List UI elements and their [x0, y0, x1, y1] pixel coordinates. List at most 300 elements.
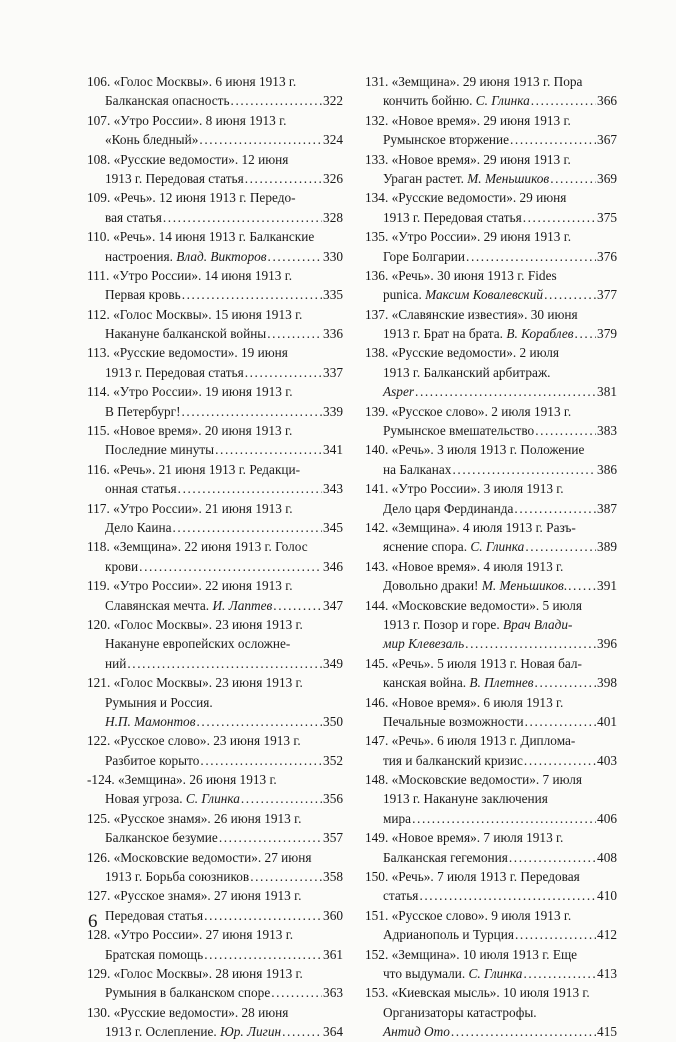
toc-line — [365, 518, 617, 537]
toc-line-text — [383, 886, 418, 905]
toc-page-number: 343 — [323, 481, 343, 497]
dot-leader — [525, 537, 596, 556]
toc-line-text — [365, 772, 582, 787]
entry-text: Балканская гегемония — [383, 849, 508, 865]
toc-entry — [365, 227, 617, 266]
dot-leader — [200, 751, 322, 770]
toc-line-text — [105, 654, 126, 673]
toc-line-text — [87, 423, 292, 438]
toc-line-text — [105, 945, 203, 964]
dot-leader — [245, 169, 322, 188]
toc-line-text — [105, 130, 198, 149]
toc-line — [87, 208, 343, 227]
dot-leader — [204, 945, 322, 964]
entry-text: 114. «Утро России». 19 июня 1913 г. — [87, 384, 293, 400]
dot-leader — [523, 964, 596, 983]
dot-leader — [531, 91, 596, 110]
toc-page-number: 369 — [597, 170, 617, 186]
toc-page-number: 326 — [323, 170, 343, 186]
entry-text: punica. — [383, 287, 426, 303]
entry-text: Накануне европейских осложне- — [105, 636, 291, 652]
entry-text: Довольно драки! — [383, 578, 482, 594]
toc-line — [365, 421, 617, 440]
toc-line-text — [105, 751, 199, 770]
toc-line-text — [87, 578, 293, 593]
dot-leader — [215, 440, 322, 459]
toc-line — [365, 440, 617, 459]
entry-text: 121. «Голос Москвы». 23 июня 1913 г. — [87, 675, 303, 691]
toc-entry — [87, 731, 343, 770]
toc-line — [87, 363, 343, 382]
toc-line-text — [105, 91, 230, 110]
toc-line-text — [105, 789, 240, 808]
toc-line — [365, 247, 617, 266]
toc-page-number: 360 — [323, 907, 343, 923]
entry-text: 150. «Речь». 7 июля 1913 г. Передовая — [365, 869, 580, 885]
toc-entry — [365, 479, 617, 518]
dot-leader — [550, 169, 596, 188]
toc-page-number: 346 — [323, 558, 343, 574]
dot-leader — [268, 247, 323, 266]
toc-line — [365, 673, 617, 692]
toc-line-text — [383, 809, 411, 828]
toc-entry — [365, 983, 617, 1041]
toc-line-text — [105, 712, 195, 731]
entry-text: 139. «Русское слово». 2 июля 1913 г. — [365, 403, 572, 419]
toc-line-text — [105, 695, 213, 710]
toc-page-number: 412 — [597, 927, 617, 943]
toc-line — [365, 906, 617, 925]
dot-leader — [199, 130, 322, 149]
entry-text: 106. «Голос Москвы». 6 июня 1913 г. — [87, 74, 297, 89]
entry-text: 144. «Московские ведомости». 5 июля — [365, 597, 583, 613]
toc-line — [365, 848, 617, 867]
toc-page-number: 324 — [323, 132, 343, 148]
toc-entry — [87, 964, 343, 1003]
dot-leader — [466, 247, 596, 266]
toc-entry — [365, 693, 617, 732]
toc-entry — [365, 266, 617, 305]
page-number: 6 — [88, 911, 98, 932]
toc-entry — [87, 925, 343, 964]
toc-page-number: 349 — [323, 655, 343, 671]
entry-author: Н.П. Мамонтов — [105, 713, 196, 729]
entry-text: Румынское вмешательство — [383, 423, 535, 439]
toc-line — [87, 382, 343, 401]
entry-text: онная статья — [105, 481, 177, 497]
entry-text: 136. «Речь». 30 июня 1913 г. Fides — [365, 267, 557, 283]
entry-text: 1913 г. Позор и горе. — [383, 616, 503, 632]
dot-leader — [452, 460, 596, 479]
toc-line — [365, 789, 617, 808]
entry-text: 120. «Голос Москвы». 23 июня 1913 г. — [87, 616, 303, 632]
toc-line — [365, 72, 617, 91]
dot-leader — [535, 421, 596, 440]
toc-line — [87, 402, 343, 421]
entry-text: Ураган растет. — [383, 170, 468, 186]
toc-page-number: 350 — [323, 713, 343, 729]
toc-line — [365, 402, 617, 421]
toc-page-number: 339 — [323, 403, 343, 419]
dot-leader — [412, 809, 596, 828]
toc-line-text — [87, 190, 296, 205]
toc-line-text — [383, 1005, 537, 1020]
toc-line — [87, 576, 343, 595]
toc-line-text — [365, 695, 563, 710]
toc-line-text — [365, 598, 582, 613]
toc-right-column — [365, 72, 617, 1042]
entry-text: 111. «Утро России». 14 июня 1913 г. — [87, 267, 293, 283]
toc-line — [365, 324, 617, 343]
dot-leader — [514, 499, 596, 518]
entry-text: 141. «Утро России». 3 июля 1913 г. — [365, 481, 564, 497]
toc-line-text — [365, 908, 571, 923]
entry-author: мир Клевезаль — [383, 636, 465, 652]
toc-entry — [87, 305, 343, 344]
toc-line — [365, 712, 617, 731]
toc-line — [365, 557, 617, 576]
entry-text: 112. «Голос Москвы». 15 июня 1913 г. — [87, 306, 303, 322]
toc-line-text — [365, 307, 578, 322]
toc-line-text — [105, 247, 267, 266]
toc-page-number: 347 — [323, 597, 343, 613]
toc-entry — [365, 343, 617, 401]
toc-line — [87, 150, 343, 169]
toc-entry — [87, 150, 343, 189]
toc-page-number: 336 — [323, 326, 343, 342]
toc-line — [87, 91, 343, 110]
toc-line — [87, 247, 343, 266]
toc-line — [87, 789, 343, 808]
dot-leader — [182, 402, 323, 421]
toc-page-number: 367 — [597, 132, 617, 148]
toc-line — [365, 867, 617, 886]
toc-line — [87, 809, 343, 828]
dot-leader — [510, 130, 596, 149]
entry-text: 1913 г. Брат на брата. — [383, 326, 507, 342]
toc-line — [365, 1003, 617, 1022]
toc-line — [365, 731, 617, 750]
toc-line — [365, 964, 617, 983]
toc-page-number: 376 — [597, 248, 617, 264]
entry-text: «Конь бледный» — [105, 132, 199, 148]
toc-line — [87, 460, 343, 479]
entry-text: настроения. — [105, 248, 177, 264]
toc-line-text — [365, 947, 577, 962]
toc-line — [87, 1003, 343, 1022]
toc-line-text — [87, 384, 293, 399]
toc-line — [365, 576, 617, 595]
toc-line-text — [87, 539, 308, 554]
toc-line-text — [383, 247, 465, 266]
toc-line — [365, 751, 617, 770]
entry-text: Румынское вторжение — [383, 132, 509, 148]
toc-entry — [365, 770, 617, 828]
toc-line-text — [87, 74, 296, 89]
entry-text: 129. «Голос Москвы». 28 июня 1913 г. — [87, 965, 303, 981]
entry-text: 140. «Речь». 3 июля 1913 г. Положение — [365, 442, 585, 458]
toc-line-text — [383, 712, 524, 731]
dot-leader — [282, 1022, 322, 1041]
toc-page-number: 387 — [597, 500, 617, 516]
toc-line-text — [365, 985, 590, 1000]
toc-line-text — [383, 634, 464, 653]
dot-leader — [163, 208, 322, 227]
entry-text: Балканское безумие — [105, 830, 218, 846]
toc-line-text — [87, 966, 303, 981]
entry-author: Влад. Викторов — [176, 248, 267, 264]
toc-page-number: 406 — [597, 810, 617, 826]
dot-leader — [219, 828, 322, 847]
entry-text: Славянская мечта. — [105, 597, 213, 613]
toc-entry — [87, 576, 343, 615]
toc-entry — [87, 343, 343, 382]
dot-leader — [231, 91, 323, 110]
entry-text: 145. «Речь». 5 июля 1913 г. Новая бал- — [365, 655, 582, 671]
entry-text: тия и балканский кризис — [383, 752, 523, 768]
toc-line — [87, 343, 343, 362]
toc-entry — [365, 654, 617, 693]
toc-line-text — [87, 307, 302, 322]
toc-line — [87, 188, 343, 207]
toc-line — [87, 130, 343, 149]
entry-author: С. Глинка — [468, 965, 523, 981]
entry-author: Юр. Лигин — [220, 1024, 282, 1040]
dot-leader — [544, 285, 596, 304]
toc-line-text — [87, 811, 301, 826]
entry-text: 135. «Утро России». 29 июня 1913 г. — [365, 229, 572, 245]
toc-line-text — [365, 656, 582, 671]
entry-text: 128. «Утро России». 27 июня 1913 г. — [87, 927, 294, 943]
entry-text: Горе Болгарии — [383, 248, 466, 264]
entry-text: 137. «Славянские известия». 30 июня — [365, 306, 578, 322]
entry-text: В Петербург! — [105, 403, 181, 419]
toc-line — [87, 305, 343, 324]
entry-text: Новая угроза. — [105, 791, 186, 807]
dot-leader — [196, 712, 322, 731]
entry-text: 110. «Речь». 14 июня 1913 г. Балканские — [87, 229, 315, 245]
toc-line-text — [383, 460, 451, 479]
toc-line-text — [105, 169, 244, 188]
dot-leader — [267, 324, 322, 343]
toc-entry — [87, 382, 343, 421]
toc-page-number: 375 — [597, 209, 617, 225]
toc-page-number: 361 — [323, 946, 343, 962]
entry-text: . — [563, 578, 568, 594]
entry-text: 107. «Утро России». 8 июня 1913 г. — [87, 112, 287, 128]
toc-line — [87, 925, 343, 944]
entry-text: яснение спора. — [383, 539, 471, 555]
toc-page-number: 345 — [323, 519, 343, 535]
toc-left-column — [87, 72, 343, 1042]
dot-leader — [509, 848, 596, 867]
toc-line — [87, 634, 343, 653]
toc-entry — [87, 499, 343, 538]
toc-line — [87, 964, 343, 983]
dot-leader — [515, 925, 596, 944]
toc-entry — [87, 537, 343, 576]
toc-page-number: 391 — [597, 578, 617, 594]
toc-entry — [365, 731, 617, 770]
toc-line — [365, 615, 617, 634]
entry-text: 119. «Утро России». 22 июня 1913 г. — [87, 578, 293, 594]
toc-line — [87, 72, 343, 91]
entry-text: 132. «Новое время». 29 июня 1913 г. — [365, 112, 571, 128]
toc-line-text — [87, 345, 288, 360]
toc-page-number: 337 — [323, 364, 343, 380]
toc-line-text — [87, 501, 293, 516]
entry-text: кончить бойню. — [383, 93, 476, 109]
toc-entry — [365, 906, 617, 945]
entry-text: 131. «Земщина». 29 июня 1913 г. Пора — [365, 74, 583, 89]
toc-line-text — [105, 208, 162, 227]
entry-text: 126. «Московские ведомости». 27 июня — [87, 849, 312, 865]
toc-page-number: 363 — [323, 985, 343, 1001]
entry-text: 115. «Новое время». 20 июня 1913 г. — [87, 423, 293, 439]
toc-line — [87, 421, 343, 440]
toc-line-text — [87, 113, 286, 128]
entry-text: Первая кровь — [105, 287, 181, 303]
toc-line-text — [383, 365, 550, 380]
entry-text: Адрианополь и Турция — [383, 927, 514, 943]
toc-page-number: 398 — [597, 675, 617, 691]
entry-author: И. Лаптев — [212, 597, 273, 613]
toc-line-text — [383, 751, 523, 770]
toc-page-number: 377 — [597, 287, 617, 303]
toc-page-number: 358 — [323, 869, 343, 885]
toc-page-number: 401 — [597, 713, 617, 729]
toc-line — [365, 770, 617, 789]
entry-text: крови — [105, 558, 139, 574]
toc-entry — [87, 460, 343, 499]
toc-line-text — [87, 772, 277, 787]
toc-line-text — [383, 208, 522, 227]
toc-line-text — [105, 363, 244, 382]
toc-line-text — [105, 557, 138, 576]
entry-text: 1913 г. Борьба союзников — [105, 869, 250, 885]
toc-line-text — [365, 74, 582, 89]
toc-line — [87, 499, 343, 518]
entry-text: 1913 г. Передовая статья — [105, 364, 244, 380]
toc-line — [365, 227, 617, 246]
toc-entry — [365, 867, 617, 906]
entry-text: 1913 г. Передовая статья — [105, 170, 244, 186]
toc-page-number: 396 — [597, 636, 617, 652]
toc-page-number: 383 — [597, 423, 617, 439]
dot-leader — [524, 751, 596, 770]
dot-leader — [535, 673, 597, 692]
entry-text: 138. «Русские ведомости». 2 июля — [365, 345, 559, 361]
toc-line — [87, 654, 343, 673]
toc-line — [365, 925, 617, 944]
toc-page-number: 335 — [323, 287, 343, 303]
entry-text: 125. «Русское знамя». 26 июня 1913 г. — [87, 810, 302, 826]
entry-text: ний — [105, 655, 127, 671]
toc-line — [87, 712, 343, 731]
toc-page-number: 356 — [323, 791, 343, 807]
entry-author: С. Глинка — [475, 93, 530, 109]
toc-line — [87, 1022, 343, 1041]
entry-text: Румыния и Россия. — [105, 694, 213, 710]
toc-page-number: 328 — [323, 209, 343, 225]
entry-text: Балканская опасность — [105, 93, 230, 109]
toc-line-text — [365, 481, 564, 496]
toc-line-text — [87, 850, 311, 865]
toc-page-number: 330 — [323, 248, 343, 264]
entry-text: 116. «Речь». 21 июня 1913 г. Редакци- — [87, 461, 301, 477]
toc-entry — [87, 266, 343, 305]
entry-text: 117. «Утро России». 21 июня 1913 г. — [87, 500, 293, 516]
toc-entry — [87, 421, 343, 460]
toc-line — [87, 848, 343, 867]
toc-line — [365, 634, 617, 653]
toc-line — [365, 499, 617, 518]
toc-line — [365, 886, 617, 905]
toc-line — [365, 363, 617, 382]
toc-line-text — [87, 229, 314, 244]
dot-leader — [568, 576, 596, 595]
toc-line — [87, 324, 343, 343]
toc-line-text — [365, 152, 571, 167]
entry-text: мира — [383, 810, 412, 826]
toc-page-number: 415 — [597, 1024, 617, 1040]
toc-entry — [365, 150, 617, 189]
dot-leader — [250, 867, 322, 886]
toc-line — [365, 809, 617, 828]
toc-line-text — [383, 617, 572, 632]
toc-line-text — [87, 927, 293, 942]
toc-line — [87, 440, 343, 459]
toc-line — [87, 828, 343, 847]
toc-line — [365, 460, 617, 479]
toc-line-text — [105, 285, 181, 304]
dot-leader — [419, 886, 596, 905]
toc-line-text — [105, 867, 249, 886]
entry-author: Максим Ковалевский — [425, 287, 544, 303]
dot-leader — [172, 518, 322, 537]
toc-line — [87, 596, 343, 615]
entry-text: 133. «Новое время». 29 июня 1913 г. — [365, 151, 571, 167]
toc-line-text — [105, 440, 214, 459]
toc-line-text — [365, 830, 563, 845]
toc-entry — [365, 305, 617, 344]
entry-text: 1913 г. Накануне заключения — [383, 791, 548, 807]
toc-entry — [87, 227, 343, 266]
toc-line — [365, 828, 617, 847]
toc-line — [87, 615, 343, 634]
entry-text: 147. «Речь». 6 июля 1913 г. Диплома- — [365, 733, 576, 749]
toc-line — [87, 731, 343, 750]
toc-line-text — [87, 1005, 288, 1020]
entry-text: 151. «Русское слово». 9 июля 1913 г. — [365, 907, 572, 923]
toc-line — [87, 266, 343, 285]
toc-line — [87, 906, 343, 925]
entry-text: Дело царя Фердинанда — [383, 500, 514, 516]
entry-text: -124. «Земщина». 26 июня 1913 г. — [87, 772, 277, 788]
toc-line — [365, 1022, 617, 1041]
toc-entry — [365, 557, 617, 596]
toc-line-text — [383, 499, 513, 518]
entry-text: 149. «Новое время». 7 июля 1913 г. — [365, 830, 564, 846]
entry-text: на Балканах — [383, 461, 452, 477]
dot-leader — [139, 557, 322, 576]
toc-line — [87, 285, 343, 304]
toc-line — [87, 770, 343, 789]
toc-line-text — [383, 285, 543, 304]
entry-text: Разбитое корыто — [105, 752, 200, 768]
entry-author: М. Меньшиков — [467, 170, 550, 186]
entry-text: Передовая статья — [105, 907, 204, 923]
